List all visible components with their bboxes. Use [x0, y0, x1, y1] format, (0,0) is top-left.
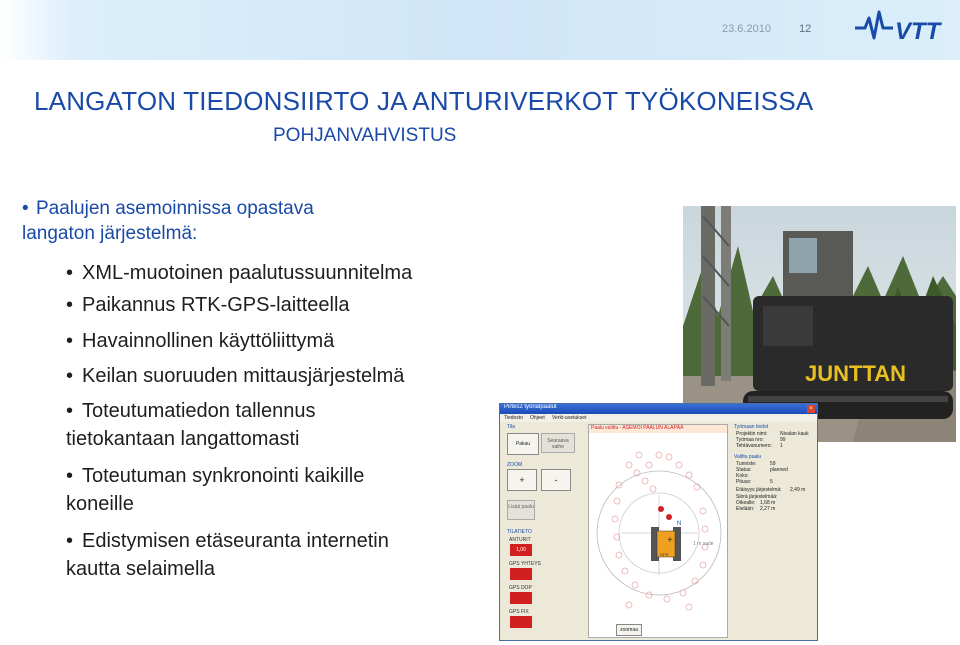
- sub-bullet-text: Toteutumatiedon tallennus: [82, 400, 316, 422]
- pile-status-label: Status:: [736, 467, 752, 473]
- map-view[interactable]: [588, 424, 728, 638]
- window-title: Pirtes2 työrialpaalut: [504, 404, 557, 410]
- gps-fix-indicator: [510, 616, 532, 628]
- software-screenshot: [499, 403, 818, 641]
- vtt-logo-icon: [853, 8, 945, 48]
- tila-label: Tila: [507, 424, 515, 430]
- add-pile-label: Lisää paalu: [508, 504, 534, 510]
- sensor-status-indicator: [510, 544, 532, 556]
- main-bullet: [22, 196, 492, 246]
- north-label: N: [677, 521, 682, 527]
- worksite-value: 99: [780, 437, 786, 443]
- sub-bullet-text: Edistymisen etäseuranta internetin: [82, 530, 389, 552]
- gps-connection-indicator: [510, 568, 532, 580]
- junttan-brand: JUNTTAN: [805, 361, 907, 386]
- move-south-label: Etelään:: [736, 506, 755, 512]
- menu-item-file[interactable]: Tiedosto: [504, 415, 523, 421]
- menu-bar: [500, 414, 817, 422]
- pause-button-label: Pakau: [515, 441, 531, 447]
- pile-id-value: 59: [770, 461, 776, 467]
- sub-bullet-text-cont: kautta selaimella: [66, 558, 215, 580]
- sub-bullet: • Toteutumatiedon tallennus tietokantaan langattomasti: [66, 400, 316, 450]
- main-bullet-line1: Paalujen asemoinnissa opastava: [36, 198, 314, 219]
- pile-map: [589, 435, 727, 635]
- svg-text:VTT: VTT: [895, 18, 941, 45]
- project-label: Projektin nimi:: [736, 431, 768, 437]
- status-banner-text: Paalu valittu - ASEMOI PAALUN ALAPÄÄ: [591, 425, 684, 431]
- sensor-label: ANTURIT: [509, 537, 531, 543]
- worksite-info-title: Työmaan tiedot: [734, 424, 769, 430]
- zoom-in-label: +: [519, 475, 525, 485]
- pile-size-label: Koko:: [736, 473, 749, 479]
- zoom-fit-label: zoomaa: [620, 627, 638, 633]
- slide-subtitle: POHJANVAHVISTUS: [273, 125, 457, 146]
- gps-label: GPS: [660, 552, 669, 557]
- sub-bullet-text-cont: tietokantaan langattomasti: [66, 428, 300, 450]
- scale-label: 1 m sade: [693, 541, 714, 547]
- worksite-label: Työmaa nro:: [736, 437, 764, 443]
- next-step-button[interactable]: [541, 433, 575, 453]
- status-banner: [589, 425, 727, 433]
- sub-bullet: • XML-muotoinen paalutussuunnitelma: [66, 262, 413, 284]
- sub-bullet: • Edistymisen etäseuranta internetin kautta selaimella: [66, 530, 389, 580]
- pile-id-label: Tunniste:: [736, 461, 757, 467]
- pile-length-value: 5: [770, 479, 773, 485]
- sub-bullet-text-cont: koneille: [66, 493, 134, 515]
- sub-bullet-text: XML-muotoinen paalutussuunnitelma: [82, 262, 413, 284]
- window-titlebar: [500, 404, 817, 414]
- sub-bullet-text: Keilan suoruuden mittausjärjestelmä: [82, 365, 405, 387]
- zoom-out-label: -: [554, 475, 558, 485]
- contract-label: Tehtävanumero:: [736, 443, 772, 449]
- distance-value: 2,49 m: [790, 487, 806, 493]
- slide-date: 23.6.2010: [722, 23, 771, 35]
- project-value: Nivalan kauk: [780, 431, 809, 437]
- left-panel: [503, 424, 569, 636]
- zoom-in-button[interactable]: [507, 469, 537, 491]
- sensor-label: GPS DOP: [509, 585, 532, 591]
- add-pile-button[interactable]: [507, 500, 535, 520]
- slide-title: LANGATON TIEDONSIIRTO JA ANTURIVERKOT TYÖKONEISSA: [34, 86, 814, 116]
- menu-item-network[interactable]: Verkt-asetukset: [552, 415, 587, 421]
- bullet-dot: •: [22, 198, 29, 219]
- close-icon[interactable]: ×: [807, 405, 815, 413]
- selected-pile-title: Valittu paalu: [734, 454, 762, 460]
- sub-bullet-text: Havainnollinen käyttöliittymä: [82, 330, 335, 352]
- move-right-label: Oikealle:: [736, 500, 756, 506]
- zoom-out-button[interactable]: [541, 469, 571, 491]
- next-step-label: Seuraava vaihe: [547, 438, 569, 450]
- move-right-value: 1,68 m: [760, 500, 776, 506]
- zoom-label: ZOOM: [507, 462, 522, 468]
- sub-bullet: • Paikannus RTK-GPS-laitteella: [66, 294, 350, 316]
- move-south-value: 2,27 m: [760, 506, 776, 512]
- slide-page-number: 12: [799, 23, 812, 35]
- sub-bullet: • Toteutuman synkronointi kaikille koneille: [66, 465, 365, 515]
- sensor-status-value: 1,00: [516, 547, 526, 553]
- sensor-label: GPS FIX: [509, 609, 529, 615]
- zoom-fit-button[interactable]: [616, 624, 642, 636]
- move-system-label: Siirrä järjestelmää:: [736, 494, 778, 500]
- menu-item-help[interactable]: Ohjeet: [530, 415, 545, 421]
- info-panel: [734, 424, 816, 636]
- svg-text:+: +: [667, 535, 673, 546]
- pause-button[interactable]: [507, 433, 539, 455]
- sub-bullet-text: Toteutuman synkronointi kaikille: [82, 465, 365, 487]
- sub-bullet-text: Paikannus RTK-GPS-laitteella: [82, 294, 350, 316]
- main-bullet-line2: langaton järjestelmä:: [22, 223, 198, 244]
- sub-bullet: • Havainnollinen käyttöliittymä: [66, 330, 335, 352]
- pile-status-value: planned: [770, 467, 788, 473]
- contract-value: 1: [780, 443, 783, 449]
- gps-dop-indicator: [510, 592, 532, 604]
- pile-length-label: Pituus:: [736, 479, 752, 485]
- sub-bullet: • Keilan suoruuden mittausjärjestelmä: [66, 365, 405, 387]
- distance-label: Etäisyys järjestelmä:: [736, 487, 782, 493]
- header-bar: [0, 0, 960, 60]
- status-section-label: TILATIETO: [507, 529, 532, 535]
- sensor-label: GPS YHTEYS: [509, 561, 541, 567]
